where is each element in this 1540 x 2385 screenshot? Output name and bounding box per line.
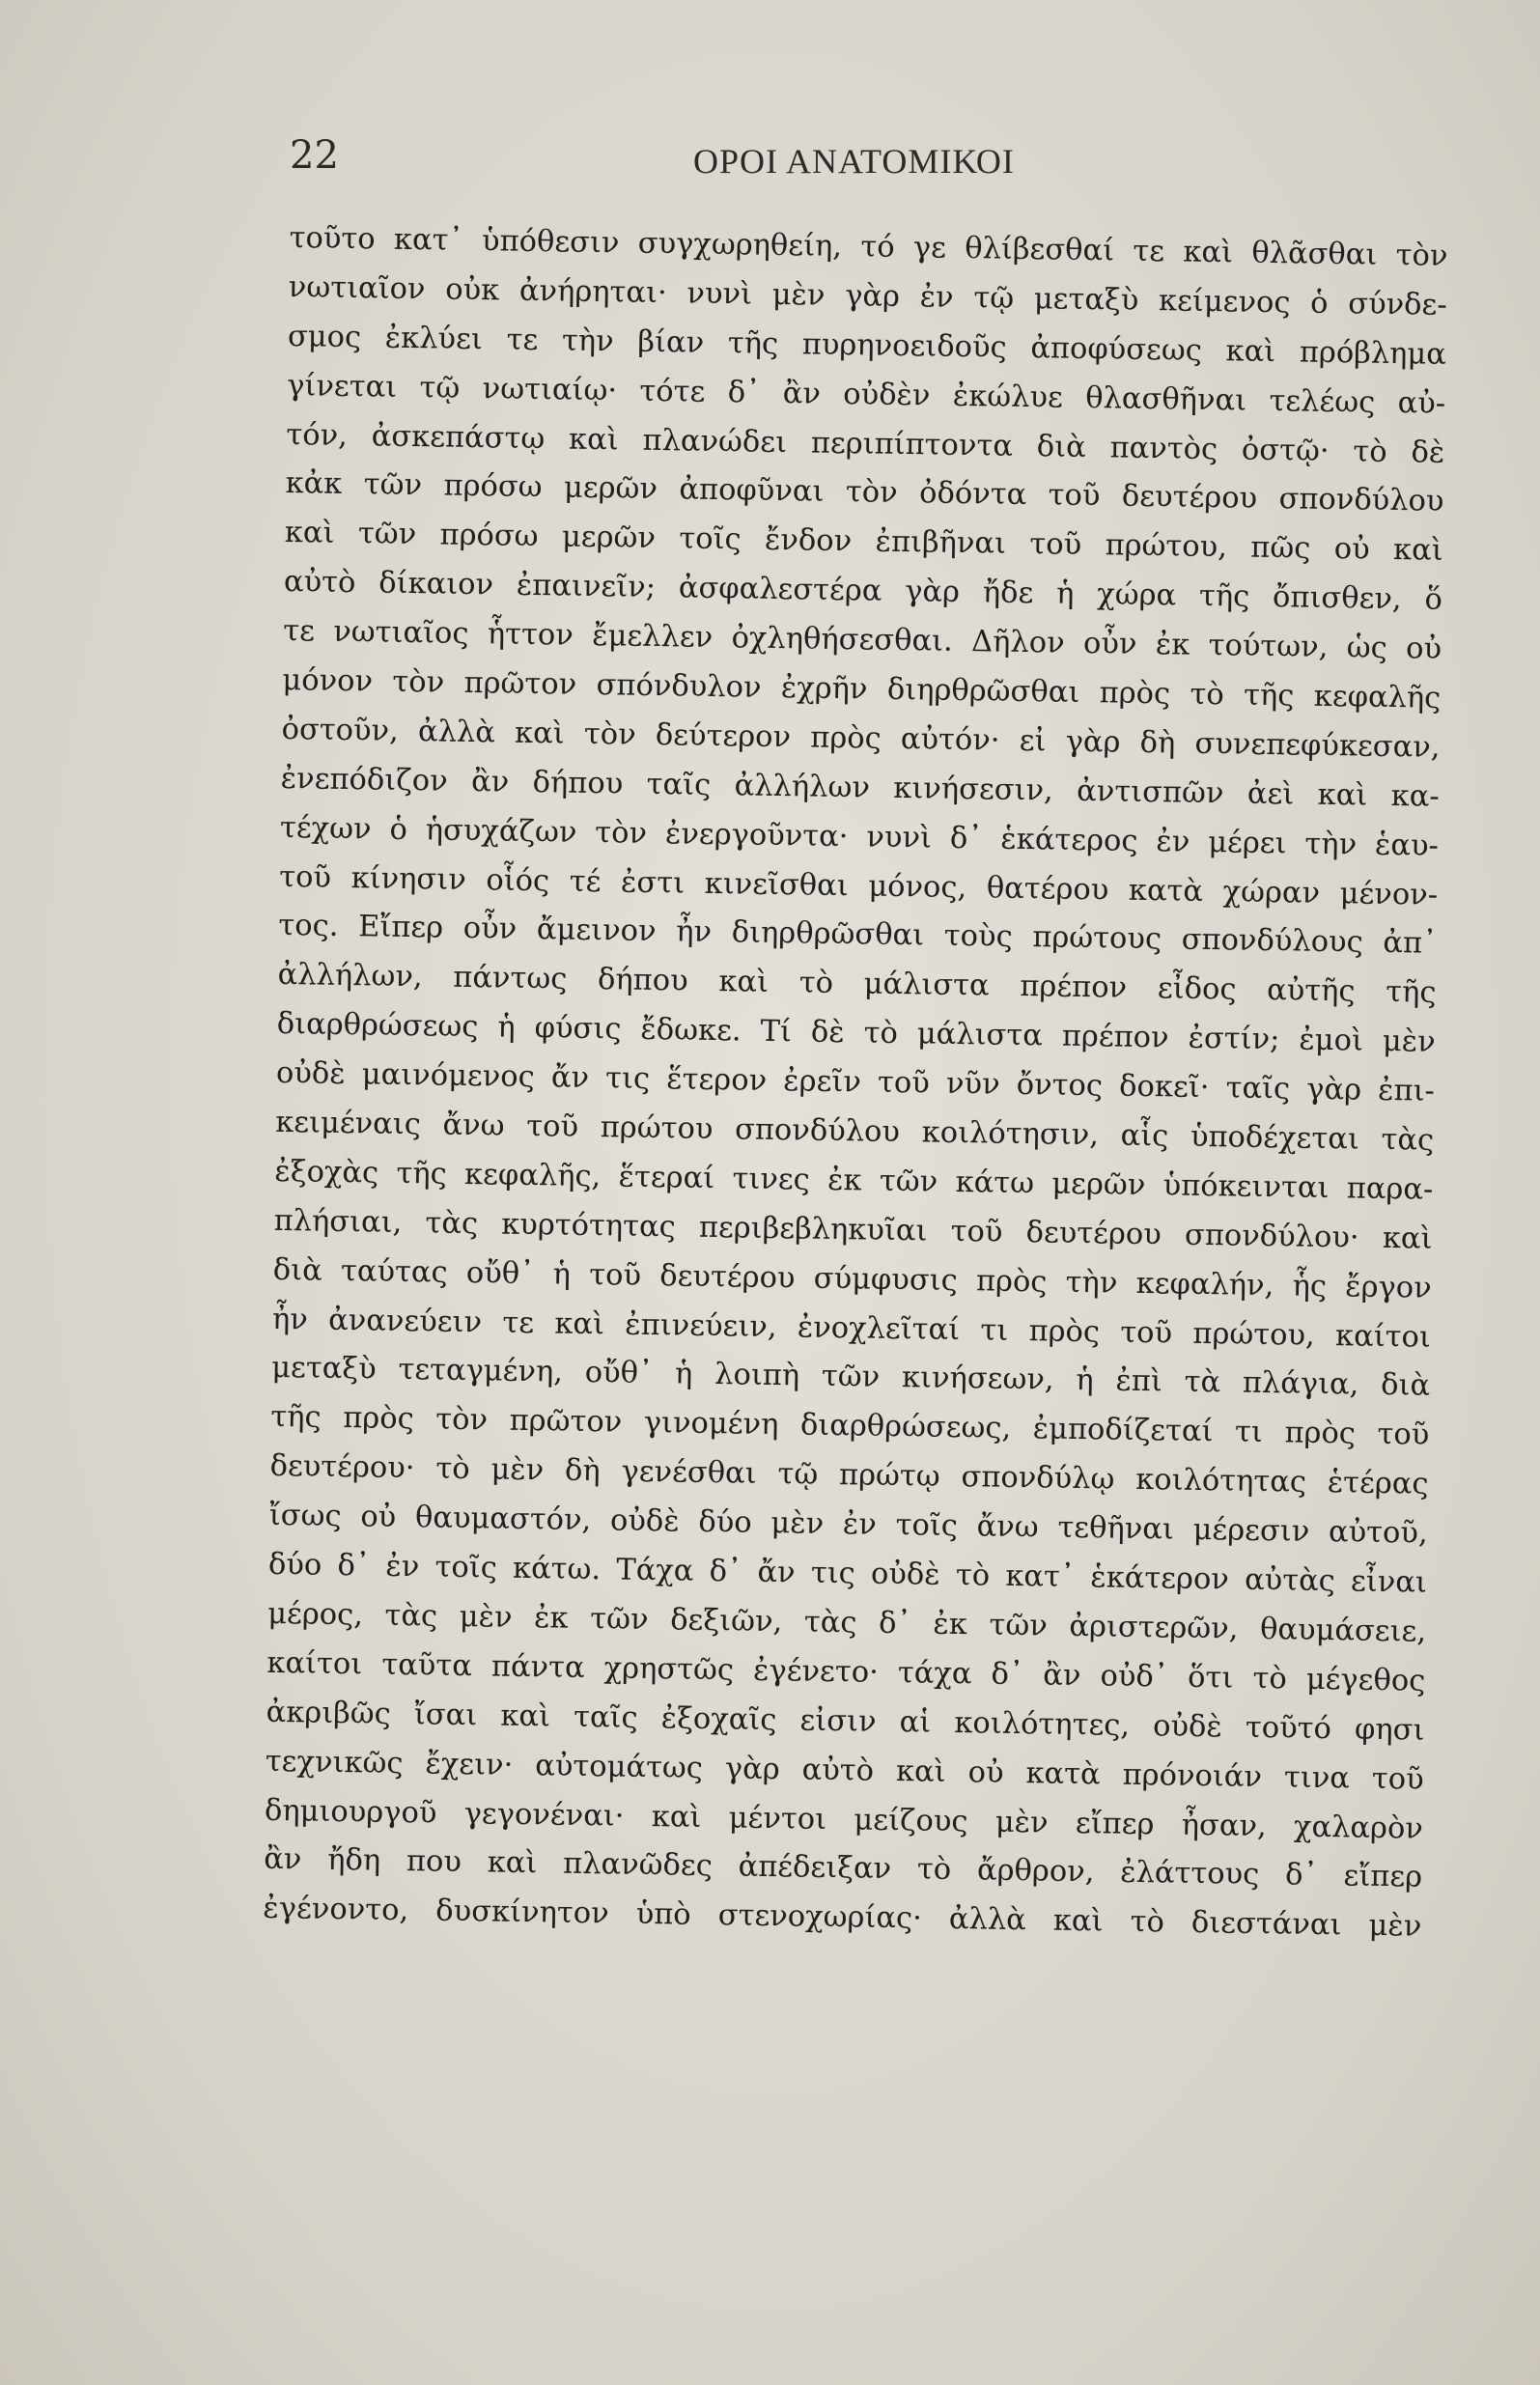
text-line: καὶ τῶν πρόσω μερῶν τοῖς ἔνδον ἐπιβῆναι τοῦ πρώτου, πῶς οὐ καὶ bbox=[284, 516, 1443, 569]
page-header bbox=[290, 133, 1477, 191]
text-line: δευτέρου· τὸ μὲν δὴ γενέσθαι τῷ πρώτῳ σπονδύλῳ κοιλότητας ἑτέρας bbox=[269, 1449, 1429, 1501]
text-line: ἦν ἀνανεύειν τε καὶ ἐπινεύειν, ἐνοχλεῖταί τι πρὸς τοῦ πρώτου, καίτοι bbox=[271, 1302, 1432, 1355]
text-line: καίτοι ταῦτα πάντα χρηστῶς ἐγένετο· τάχα δ᾽ ἂν οὐδ᾽ ὅτι τὸ μέγεθος bbox=[266, 1645, 1426, 1698]
text-line: δύο δ᾽ ἐν τοῖς κάτω. Τάχα δ᾽ ἄν τις οὐδὲ τὸ κατ᾽ ἑκάτερον αὐτὰς εἶναι bbox=[267, 1547, 1428, 1600]
text-line: νωτιαῖον οὐκ ἀνήρηται· νυνὶ μὲν γὰρ ἐν τῷ μεταξὺ κείμενος ὁ σύνδε- bbox=[288, 269, 1447, 323]
text-line: γίνεται τῷ νωτιαίῳ· τότε δ᾽ ἂν οὐδὲν ἐκώλυε θλασθῆναι τελέως αὐ- bbox=[286, 368, 1446, 421]
text-line: μεταξὺ τεταγμένη, οὔθ᾽ ἡ λοιπὴ τῶν κινήσεων, ἡ ἐπὶ τὰ πλάγια, διὰ bbox=[270, 1351, 1431, 1404]
body-text bbox=[263, 214, 1448, 1952]
text-line: οὐδὲ μαινόμενος ἄν τις ἕτερον ἐρεῖν τοῦ νῦν ὄντος δοκεῖ· ταῖς γὰρ ἐπι- bbox=[275, 1056, 1436, 1108]
text-line: τε νωτιαῖος ἧττον ἔμελλεν ὀχληθήσεσθαι. Δῆλον οὖν ἐκ τούτων, ὡς οὐ bbox=[282, 614, 1442, 666]
text-line: τόν, ἀσκεπάστῳ καὶ πλανώδει περιπίπτοντα διὰ παντὸς ὀστῷ· τὸ δὲ bbox=[286, 417, 1445, 470]
text-line: ὀστοῦν, ἀλλὰ καὶ τὸν δεύτερον πρὸς αὐτόν· εἰ γὰρ δὴ συνεπεφύκεσαν, bbox=[281, 712, 1441, 765]
text-line: τοῦ κίνησιν οἷός τέ ἐστι κινεῖσθαι μόνος, θατέρου κατὰ χώραν μένον- bbox=[278, 859, 1439, 912]
text-line: μέρος, τὰς μὲν ἐκ τῶν δεξιῶν, τὰς δ᾽ ἐκ τῶν ἀριστερῶν, θαυμάσειε, bbox=[266, 1596, 1427, 1649]
text-line: τος. Εἴπερ οὖν ἄμεινον ἦν διηρθρῶσθαι τοὺς πρώτους σπονδύλους ἀπ᾽ bbox=[278, 909, 1438, 962]
text-line: ἐνεπόδιζον ἂν δήπου ταῖς ἀλλήλων κινήσεσιν, ἀντισπῶν ἀεὶ καὶ κα- bbox=[280, 761, 1440, 814]
text-line: ἂν ἤδη που καὶ πλανῶδες ἀπέδειξαν τὸ ἄρθρον, ἐλάττους δ᾽ εἴπερ bbox=[263, 1842, 1423, 1895]
text-line: μόνον τὸν πρῶτον σπόνδυλον ἐχρῆν διηρθρῶσθαι πρὸς τὸ τῆς κεφαλῆς bbox=[282, 662, 1442, 716]
text-line: τοῦτο κατ᾽ ὑπόθεσιν συγχωρηθείη, τό γε θλίβεσθαί τε καὶ θλᾶσθαι τὸν bbox=[289, 220, 1448, 273]
text-line: κἀκ τῶν πρόσω μερῶν ἀποφῦναι τὸν ὀδόντα τοῦ δευτέρου σπονδύλου bbox=[285, 466, 1444, 519]
text-line: αὐτὸ δίκαιον ἐπαινεῖν; ἀσφαλεστέρα γὰρ ἤδε ἡ χώρα τῆς ὄπισθεν, ὅ bbox=[283, 565, 1443, 618]
text-line: δημιουργοῦ γεγονέναι· καὶ μέντοι μείζους μὲν εἴπερ ἦσαν, χαλαρὸν bbox=[264, 1793, 1424, 1846]
text-line: διαρθρώσεως ἡ φύσις ἔδωκε. Τί δὲ τὸ μάλιστα πρέπον ἐστίν; ἐμοὶ μὲν bbox=[276, 1007, 1436, 1059]
text-line: ἀκριβῶς ἴσαι καὶ ταῖς ἐξοχαῖς εἰσιν αἱ κοιλότητες, οὐδὲ τοῦτό φησι bbox=[266, 1695, 1425, 1748]
page-number: 22 bbox=[290, 133, 339, 178]
text-line: σμος ἐκλύει τε τὴν βίαν τῆς πυρηνοειδοῦς ἀποφύσεως καὶ πρόβλημα bbox=[287, 319, 1447, 372]
text-line: διὰ ταύτας οὔθ᾽ ἡ τοῦ δευτέρου σύμφυσις πρὸς τὴν κεφαλήν, ἧς ἔργον bbox=[272, 1252, 1432, 1305]
text-line: πλήσιαι, τὰς κυρτότητας περιβεβληκυῖαι τοῦ δευτέρου σπονδύλου· καὶ bbox=[273, 1203, 1433, 1256]
text-line: ἴσως οὐ θαυμαστόν, οὐδὲ δύο μὲν ἐν τοῖς ἄνω τεθῆναι μέρεσιν αὐτοῦ, bbox=[268, 1498, 1428, 1551]
text-line: τῆς πρὸς τὸν πρῶτον γινομένη διαρθρώσεως, ἐμποδίζεταί τι πρὸς τοῦ bbox=[270, 1400, 1430, 1453]
running-title: ΟΡΟΙ ΑΝΑΤΟΜΙΚΟΙ bbox=[693, 142, 1015, 181]
text-line: τεχνικῶς ἔχειν· αὐτομάτως γὰρ αὐτὸ καὶ οὐ κατὰ πρόνοιάν τινα τοῦ bbox=[265, 1744, 1424, 1797]
text-line: ἀλλήλων, πάντως δήπου καὶ τὸ μάλιστα πρέπον εἶδος αὐτῆς τῆς bbox=[277, 958, 1437, 1011]
text-line: κειμέναις ἄνω τοῦ πρώτου σπονδύλου κοιλότησιν, αἷς ὑποδέχεται τὰς bbox=[274, 1105, 1435, 1158]
text-line: ἐξοχὰς τῆς κεφαλῆς, ἕτεραί τινες ἐκ τῶν κάτω μερῶν ὑπόκεινται παρα- bbox=[274, 1154, 1434, 1207]
text-line: ἐγένοντο, δυσκίνητον ὑπὸ στενοχωρίας· ἀλλὰ καὶ τὸ διεστάναι μὲν bbox=[263, 1892, 1422, 1944]
text-line: τέχων ὁ ἡσυχάζων τὸν ἐνεργοῦντα· νυνὶ δ᾽ ἑκάτερος ἐν μέρει τὴν ἑαυ- bbox=[279, 810, 1440, 863]
